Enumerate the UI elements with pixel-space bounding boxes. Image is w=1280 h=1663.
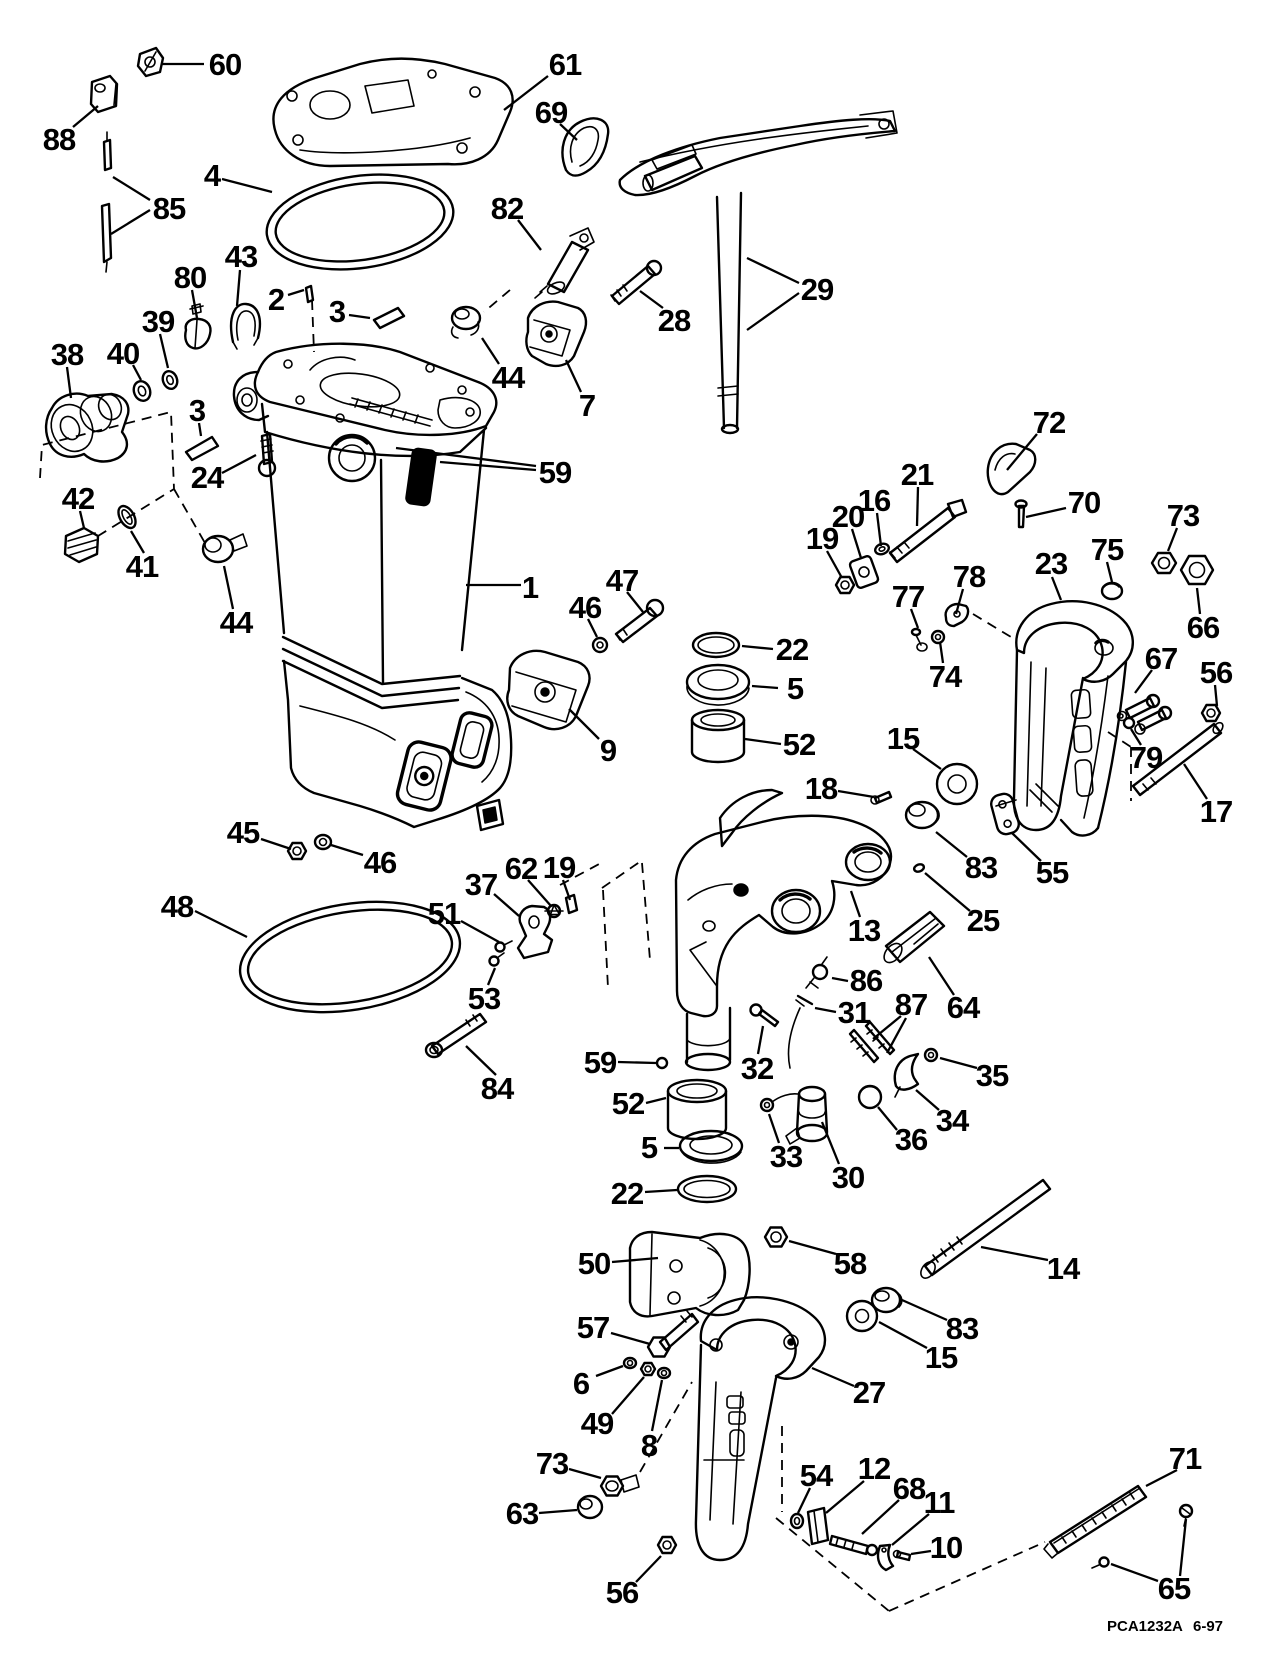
callout-54: 54 <box>799 1458 833 1493</box>
leader-line-83 <box>936 832 967 857</box>
leader-line-70 <box>1026 508 1066 517</box>
callout-32: 32 <box>740 1051 774 1086</box>
part-lower-bushing-83-washer-15 <box>847 1288 902 1331</box>
leader-line-85 <box>111 210 150 234</box>
callout-33: 33 <box>769 1139 803 1174</box>
callout-38: 38 <box>50 337 84 372</box>
part-bolt-57-washers-6-49-8 <box>624 1311 698 1378</box>
callout-34: 34 <box>935 1103 969 1138</box>
callout-75: 75 <box>1090 532 1124 567</box>
part-anchor-bracket-37-group <box>490 895 578 966</box>
part-upper-mount-7 <box>526 302 586 366</box>
callout-87: 87 <box>894 987 928 1022</box>
callout-40: 40 <box>106 336 140 371</box>
callout-63: 63 <box>505 1496 539 1531</box>
callout-47: 47 <box>605 563 639 598</box>
callout-59: 59 <box>538 455 572 490</box>
callout-83: 83 <box>945 1311 979 1346</box>
part-nut-58 <box>765 1228 787 1247</box>
callout-46: 46 <box>363 845 397 880</box>
leader-line-63 <box>539 1510 577 1513</box>
callout-27: 27 <box>852 1375 886 1410</box>
callout-42: 42 <box>61 481 95 516</box>
leader-line-65 <box>1180 1519 1186 1576</box>
callout-12: 12 <box>857 1451 891 1486</box>
callout-50: 50 <box>577 1246 611 1281</box>
leader-line-48 <box>195 911 247 937</box>
leader-line-58 <box>789 1241 836 1254</box>
leader-line-45 <box>261 839 291 849</box>
leader-line-46 <box>331 845 363 855</box>
part-pivot-pin-82 <box>535 228 594 298</box>
callout-53: 53 <box>467 981 501 1016</box>
leader-line-6 <box>596 1366 623 1376</box>
leader-line-30 <box>822 1122 839 1164</box>
part-exhaust-housing-1 <box>234 344 511 830</box>
part-left-pins-and-plugs <box>44 286 404 859</box>
callout-16: 16 <box>857 483 891 518</box>
callout-19: 19 <box>805 521 839 556</box>
part-steering-arm-29 <box>620 111 897 433</box>
callout-24: 24 <box>190 460 224 495</box>
callout-69: 69 <box>534 95 568 130</box>
part-bolt-28 <box>611 261 661 304</box>
leader-line-29 <box>747 293 799 330</box>
callout-72: 72 <box>1032 405 1066 440</box>
part-small-hardware-center <box>650 957 937 1144</box>
callout-3: 3 <box>188 393 206 428</box>
callout-68: 68 <box>892 1471 926 1506</box>
callout-20: 20 <box>831 499 865 534</box>
callout-73: 73 <box>535 1446 569 1481</box>
part-oring-large-4 <box>261 163 460 280</box>
leader-line-5 <box>752 686 778 688</box>
callout-3: 3 <box>328 294 346 329</box>
callout-64: 64 <box>946 990 980 1025</box>
callout-4: 4 <box>203 158 221 193</box>
leader-line-4 <box>222 179 272 192</box>
leader-line-52 <box>646 1098 666 1103</box>
callout-11: 11 <box>923 1485 955 1520</box>
callout-46: 46 <box>568 590 602 625</box>
part-cable-grommet-64 <box>881 912 944 966</box>
callout-79: 79 <box>1129 740 1163 775</box>
callout-48: 48 <box>160 889 194 924</box>
leader-line-37 <box>494 894 519 916</box>
callout-62: 62 <box>504 851 538 886</box>
leader-line-44 <box>224 566 233 609</box>
callout-23: 23 <box>1034 546 1068 581</box>
callout-labels <box>43 47 1233 1610</box>
callout-73: 73 <box>1166 498 1200 533</box>
leader-line-56 <box>636 1556 661 1582</box>
leader-line-88 <box>73 106 98 127</box>
callout-9: 9 <box>599 733 617 768</box>
part-through-bolt-84 <box>426 1014 486 1057</box>
callout-37: 37 <box>464 867 498 902</box>
callout-5: 5 <box>640 1130 658 1165</box>
callout-35: 35 <box>975 1058 1009 1093</box>
part-anode-plate-71-screws-65 <box>1044 1486 1192 1568</box>
callout-17: 17 <box>1199 794 1233 829</box>
callout-31: 31 <box>837 995 871 1030</box>
callout-5: 5 <box>786 671 804 706</box>
callout-52: 52 <box>782 727 816 762</box>
callout-15: 15 <box>886 721 920 756</box>
callout-85: 85 <box>152 191 186 226</box>
leader-line-59 <box>618 1062 656 1063</box>
leader-line-14 <box>981 1247 1048 1260</box>
part-steering-hook-clamp-60 <box>138 48 163 76</box>
leader-line-65 <box>1111 1564 1158 1581</box>
leader-line-35 <box>940 1058 977 1068</box>
leader-line-27 <box>812 1368 854 1386</box>
leader-line-15 <box>879 1322 927 1348</box>
callout-84: 84 <box>480 1071 514 1106</box>
callout-66: 66 <box>1186 610 1220 645</box>
leader-line-21 <box>917 487 918 526</box>
callout-56: 56 <box>1199 655 1233 690</box>
leader-line-22 <box>645 1190 677 1192</box>
leader-line-86 <box>832 978 848 981</box>
callout-67: 67 <box>1144 641 1178 676</box>
callout-28: 28 <box>657 303 691 338</box>
callout-49: 49 <box>580 1406 614 1441</box>
callout-41: 41 <box>125 549 159 584</box>
callout-36: 36 <box>894 1122 928 1157</box>
leader-line-87 <box>887 1018 906 1053</box>
callout-10: 10 <box>929 1530 963 1565</box>
callout-13: 13 <box>847 913 881 948</box>
callout-78: 78 <box>952 559 986 594</box>
diagram-code: PCA1232A <box>1107 1618 1183 1635</box>
callout-44: 44 <box>219 605 253 640</box>
leader-line-52 <box>745 739 781 744</box>
leader-line-3 <box>349 315 370 318</box>
callout-15: 15 <box>924 1340 958 1375</box>
callout-22: 22 <box>775 632 809 667</box>
callout-44: 44 <box>491 360 525 395</box>
callout-6: 6 <box>572 1366 590 1401</box>
callout-18: 18 <box>804 771 838 806</box>
callout-51: 51 <box>427 896 461 931</box>
callout-52: 52 <box>611 1086 645 1121</box>
leader-line-39 <box>160 334 168 368</box>
callout-8: 8 <box>640 1428 658 1463</box>
part-seal-set-right-22-5-52 <box>687 633 749 762</box>
part-seal-set-lower-52-5-22 <box>668 1080 742 1202</box>
part-clamp-block-50 <box>630 1232 750 1316</box>
callout-58: 58 <box>833 1246 867 1281</box>
callout-86: 86 <box>849 963 883 998</box>
part-stern-bracket-27 <box>696 1297 825 1560</box>
callout-2: 2 <box>267 282 285 317</box>
callout-39: 39 <box>141 304 175 339</box>
part-bolt-73-plug-63-nut-56 <box>578 1475 676 1553</box>
callout-82: 82 <box>490 191 524 226</box>
callout-71: 71 <box>1168 1441 1202 1476</box>
callout-77: 77 <box>891 579 925 614</box>
callout-65: 65 <box>1157 1571 1191 1606</box>
leader-line-2 <box>288 290 304 295</box>
part-ground-hardware-54-12-68-11-10 <box>791 1508 910 1570</box>
part-top-gasket-61 <box>273 59 512 166</box>
leader-line-85 <box>113 177 150 200</box>
leader-line-49 <box>612 1377 644 1414</box>
callout-7: 7 <box>578 388 596 423</box>
callout-14: 14 <box>1046 1251 1080 1286</box>
callout-25: 25 <box>966 903 1000 938</box>
callout-29: 29 <box>800 272 834 307</box>
callout-55: 55 <box>1035 855 1069 890</box>
leader-line-25 <box>925 873 970 911</box>
part-bushing-44-top <box>452 307 480 338</box>
leader-line-10 <box>911 1551 931 1554</box>
leader-line-51 <box>461 921 499 942</box>
leader-line-8 <box>652 1380 662 1431</box>
leader-line-83 <box>902 1300 947 1320</box>
callout-74: 74 <box>928 659 962 694</box>
diagram-date: 6-97 <box>1193 1618 1224 1635</box>
part-rubber-mount-block-88 <box>91 76 117 112</box>
callout-22: 22 <box>610 1176 644 1211</box>
leader-line-29 <box>747 258 799 283</box>
callout-21: 21 <box>900 457 934 492</box>
callout-45: 45 <box>226 815 260 850</box>
leader-line-57 <box>611 1333 650 1344</box>
callout-43: 43 <box>224 239 258 274</box>
callout-1: 1 <box>521 570 539 605</box>
callout-56: 56 <box>605 1575 639 1610</box>
part-tilt-pin-14 <box>918 1180 1050 1281</box>
callout-59: 59 <box>583 1045 617 1080</box>
callout-61: 61 <box>548 47 582 82</box>
leader-line-9 <box>569 709 599 739</box>
callout-19: 19 <box>542 850 576 885</box>
leader-line-73 <box>569 1469 601 1478</box>
leader-line-31 <box>815 1008 836 1012</box>
part-shift-gasket-69 <box>562 118 608 175</box>
leader-line-43 <box>237 270 240 306</box>
leader-line-22 <box>742 646 773 649</box>
leader-line-32 <box>758 1026 763 1054</box>
part-dowel-rods-85 <box>102 132 111 272</box>
callout-83: 83 <box>964 850 998 885</box>
part-washer-46-bolt-47 <box>593 600 663 652</box>
callout-80: 80 <box>173 260 207 295</box>
callout-70: 70 <box>1067 485 1101 520</box>
callout-60: 60 <box>208 47 242 82</box>
leader-line-18 <box>838 791 874 797</box>
callout-30: 30 <box>831 1160 865 1195</box>
leader-line-24 <box>222 455 256 473</box>
callout-88: 88 <box>42 122 76 157</box>
callout-57: 57 <box>576 1310 610 1345</box>
